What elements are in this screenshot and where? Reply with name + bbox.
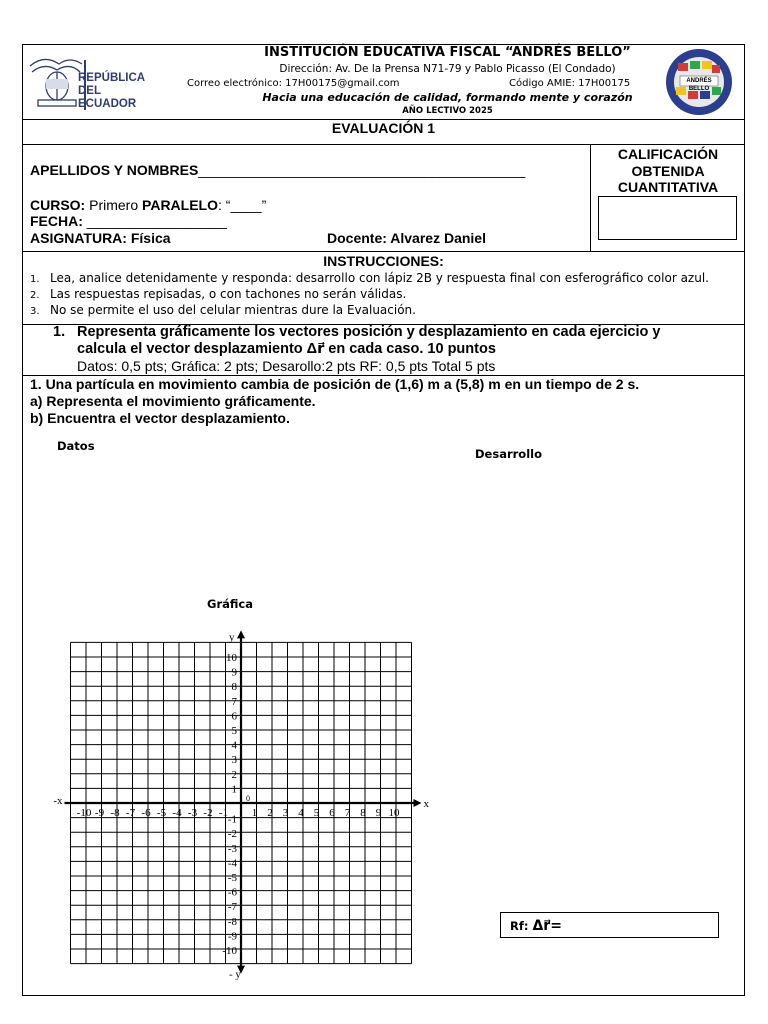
y-tick-label: 5 (231, 725, 237, 737)
y-tick-label: -3 (227, 842, 237, 855)
y-axis-arrow-icon (237, 630, 245, 638)
date-label: FECHA: (30, 213, 83, 229)
x-tick-label: 10 (388, 807, 400, 819)
y-tick-label: -8 (227, 915, 237, 928)
task-number: 1. (53, 324, 66, 340)
y-tick-label: 3 (231, 754, 237, 767)
instruction-item: 1. Lea, analice detenidamente y responda: desarrollo con lápiz 2B y respuesta final con esferográfico color azul. (30, 271, 709, 285)
logo-text-line2: DEL ECUADOR (78, 85, 137, 110)
y-tick-label: -5 (227, 872, 237, 884)
result-box[interactable] (500, 912, 719, 938)
date-row (30, 213, 227, 229)
x-axis-label: x (423, 798, 429, 810)
school-logo-text: ANDRÉS BELLO (686, 78, 712, 92)
y-axis-label: y (229, 631, 235, 644)
y-tick-label: 6 (231, 710, 237, 723)
y-tick-label: -9 (227, 930, 237, 943)
grade-line2: OBTENIDA (631, 162, 705, 179)
school-logo (664, 47, 734, 117)
x-neg-label: -x (53, 795, 63, 807)
origin-label: 0 (246, 794, 250, 803)
x-axis-arrow-icon (414, 799, 422, 807)
grade-heading (591, 146, 745, 196)
ecuador-logo (26, 52, 146, 114)
parallel-value: : “____” (218, 197, 267, 213)
logo-text-line1: REPÚBLICA (78, 72, 146, 84)
x-tick-label: 9 (375, 807, 382, 819)
x-tick-label: -7 (125, 807, 136, 819)
y-tick-label: -1 (227, 813, 237, 826)
desarrollo-label: Desarrollo (475, 447, 542, 461)
x-tick-label: -2 (203, 807, 213, 819)
y-tick-label: 1 (231, 783, 237, 796)
y-tick-label: -4 (227, 857, 237, 870)
x-tick-label: 1 (251, 807, 258, 819)
result-label: Rf: Δr⃗= (510, 918, 562, 934)
instruction-item: 3. No se permite el uso del celular mientras dure la Evaluación. (30, 303, 416, 317)
x-tick-label: 3 (282, 807, 289, 819)
y-tick-label: 8 (231, 681, 237, 694)
y-tick-label: 7 (231, 695, 237, 708)
problem-block (30, 376, 740, 427)
institution-name: INSTITUCIÓN EDUCATIVA FISCAL “ANDRÉS BELLO” (264, 45, 631, 60)
task-line1: Representa gráficamente los vectores posición y desplazamiento en cada ejercicio y (77, 324, 661, 340)
x-tick-label: -9 (94, 807, 105, 819)
grade-input-box[interactable] (598, 196, 737, 240)
cartesian-graph (53, 628, 430, 981)
x-tick-label: 7 (344, 807, 351, 819)
task-line2: calcula el vector desplazamiento Δr⃗ en cada caso. 10 puntos (77, 341, 496, 357)
y-tick-label: -7 (227, 901, 237, 914)
divider (22, 251, 745, 252)
y-tick-label: -6 (227, 886, 237, 899)
problem-statement: 1. Una partícula en movimiento cambia de posición de (1,6) m a (5,8) m en un tiempo de 2 s. (30, 376, 640, 392)
grafica-label: Gráfica (207, 597, 253, 611)
x-tick-label: 8 (360, 807, 366, 819)
course-value: Primero (85, 197, 143, 213)
grid-lines (65, 630, 422, 973)
subject: ASIGNATURA: Física (30, 230, 171, 246)
parallel-label: PARALELO (142, 197, 218, 213)
school-year: AÑO LECTIVO 2025 (402, 106, 493, 116)
y-tick-label: 9 (231, 666, 237, 679)
y-tick-label: -2 (227, 828, 237, 841)
names-row (30, 162, 525, 178)
x-tick-label: -6 (141, 807, 151, 819)
x-tick-label: -8 (110, 807, 120, 819)
x-tick-label: 5 (313, 807, 320, 819)
problem-part-a: a) Representa el movimiento gráficamente. (30, 393, 316, 409)
instructions-title: INSTRUCCIONES: (323, 253, 444, 269)
x-tick-label: -5 (156, 807, 167, 819)
motto: Hacia una educación de calidad, formando mente y corazón (262, 91, 633, 104)
x-tick-label: -3 (187, 807, 198, 819)
x-tick-label: -4 (172, 807, 182, 819)
teacher: Docente: Alvarez Daniel (327, 230, 486, 246)
y-tick-label: -10 (222, 945, 237, 957)
amie-code: Código AMIE: 17H00175 (509, 78, 631, 89)
page-title: EVALUACIÓN 1 (331, 120, 436, 136)
y-neg-label: - y (229, 968, 241, 981)
grade-line1: CALIFICACIÓN (617, 146, 719, 162)
x-tick-label: -1 (218, 807, 229, 819)
date-blank: __________________ (82, 213, 227, 229)
datos-label: Datos (57, 439, 95, 453)
task-scoring: Datos: 0,5 pts; Gráfica: 2 pts; Desarollo:2 pts RF: 0,5 pts Total 5 pts (77, 358, 496, 374)
task-text (77, 324, 737, 358)
instructions-list (30, 270, 740, 318)
y-tick-label: 4 (231, 739, 237, 752)
address: Dirección: Av. De la Prensa N71-79 y Pablo Picasso (El Condado) (279, 63, 616, 75)
divider (22, 144, 745, 145)
x-tick-label: 6 (329, 807, 335, 819)
names-blank: __________________________________________ (198, 162, 526, 178)
x-tick-label: 4 (298, 807, 304, 819)
y-tick-label: 2 (231, 768, 237, 781)
grade-line3: CUANTITATIVA (617, 179, 719, 195)
problem-part-b: b) Encuentra el vector desplazamiento. (30, 410, 290, 426)
instruction-item: 2. Las respuestas repisadas, o con tachones no serán válidas. (30, 287, 407, 301)
x-tick-label: -10 (76, 807, 92, 819)
x-tick-label: 2 (267, 807, 273, 819)
y-tick-label: 10 (226, 652, 237, 664)
names-label: APELLIDOS Y NOMBRES (30, 162, 199, 178)
course-row (30, 197, 266, 213)
email: Correo electrónico: 17H00175@gmail.com (187, 78, 400, 89)
course-label: CURSO: (30, 197, 86, 213)
